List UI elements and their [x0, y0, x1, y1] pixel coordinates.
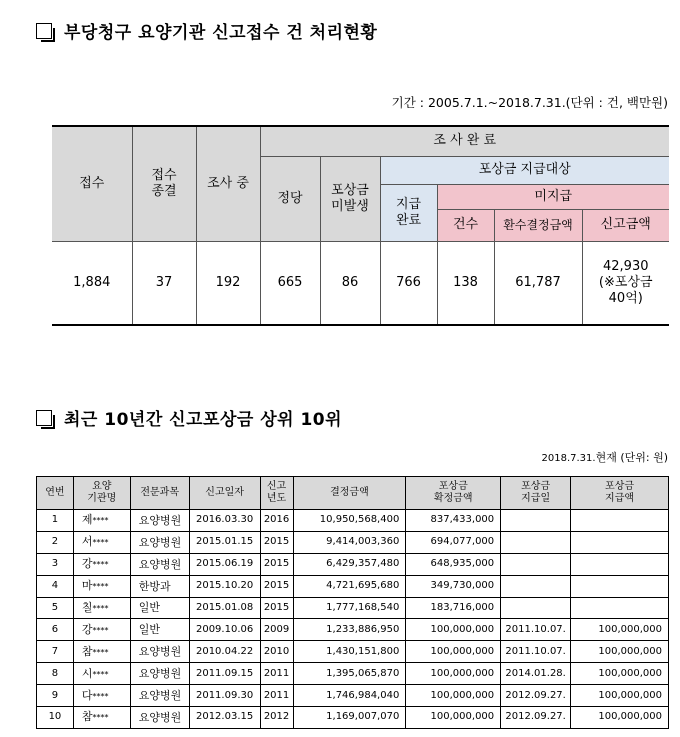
row-org — [73, 619, 130, 641]
row-no: 4 — [37, 575, 74, 597]
row-pay-amount — [571, 531, 669, 553]
row-org — [73, 663, 130, 685]
row-pay-amount: 100,000,000 — [571, 707, 669, 729]
row-year: 2015 — [260, 531, 293, 553]
row-no: 6 — [37, 619, 74, 641]
row-confirmed: 648,935,000 — [406, 553, 501, 575]
table-row — [37, 575, 669, 597]
header-reward-target: 포상금 지급대상 — [380, 157, 669, 185]
row-pay-date — [501, 510, 571, 532]
row-no: 1 — [37, 510, 74, 532]
row-dept: 요양병원 — [130, 641, 189, 663]
table-row — [37, 707, 669, 729]
row-dept: 일반 — [130, 597, 189, 619]
table-row — [37, 619, 669, 641]
row-decided: 6,429,357,480 — [293, 553, 406, 575]
row-dept: 요양병원 — [130, 707, 189, 729]
row-org — [73, 641, 130, 663]
col-org: 요양 기관명 — [73, 477, 130, 510]
row-org — [73, 531, 130, 553]
table-row — [37, 641, 669, 663]
row-pay-amount: 100,000,000 — [571, 663, 669, 685]
table-row — [37, 553, 669, 575]
row-pay-amount — [571, 553, 669, 575]
row-no: 3 — [37, 553, 74, 575]
row-pay-date: 2012.09.27. — [501, 685, 571, 707]
row-confirmed: 349,730,000 — [406, 575, 501, 597]
org-mask: **** — [92, 647, 109, 657]
row-decided: 10,950,568,400 — [293, 510, 406, 532]
org-initial: 강 — [81, 557, 93, 571]
org-mask: **** — [92, 582, 109, 592]
col-no: 연번 — [37, 477, 74, 510]
header-report-amount: 신고금액 — [582, 210, 669, 242]
checkbox-square-icon — [36, 23, 52, 39]
row-dept: 요양병원 — [130, 663, 189, 685]
row-no: 9 — [37, 685, 74, 707]
row-year: 2016 — [260, 510, 293, 532]
table-row — [37, 663, 669, 685]
org-mask: **** — [92, 604, 109, 613]
as-of-note: 2018.7.31.현재 (단위: 원) — [541, 451, 668, 464]
row-decided: 4,721,695,680 — [293, 575, 406, 597]
header-count: 건수 — [437, 210, 494, 242]
row-date: 2015.10.20 — [189, 575, 260, 597]
col-dept: 전문과목 — [130, 477, 189, 510]
org-mask: **** — [92, 713, 109, 723]
row-pay-date: 2011.10.07. — [501, 619, 571, 641]
row-year: 2015 — [260, 597, 293, 619]
header-paid: 지급 완료 — [380, 185, 437, 242]
row-pay-date: 2014.01.28. — [501, 663, 571, 685]
col-year: 신고 년도 — [260, 477, 293, 510]
row-year: 2015 — [260, 553, 293, 575]
row-confirmed: 100,000,000 — [406, 663, 501, 685]
header-refund-amount: 환수결정금액 — [494, 210, 582, 242]
org-initial: 시 — [81, 666, 93, 680]
row-year: 2012 — [260, 707, 293, 729]
section1-title — [36, 18, 377, 43]
row-dept: 요양병원 — [130, 685, 189, 707]
section1-title-text: 부당청구 요양기관 신고접수 건 처리현황 — [64, 23, 378, 43]
value-paid: 766 — [380, 242, 437, 326]
row-confirmed: 183,716,000 — [406, 597, 501, 619]
row-year: 2010 — [260, 641, 293, 663]
section2-title-text: 최근 10년간 신고포상금 상위 10위 — [64, 410, 343, 430]
summary-table — [52, 125, 669, 326]
row-date: 2012.03.15 — [189, 707, 260, 729]
org-mask: **** — [92, 625, 109, 635]
col-pay-amount: 포상금 지급액 — [571, 477, 669, 510]
row-date: 2016.03.30 — [189, 510, 260, 532]
row-pay-date — [501, 575, 571, 597]
value-count: 138 — [437, 242, 494, 326]
header-investigating: 조사 중 — [196, 126, 260, 242]
row-decided: 1,777,168,540 — [293, 597, 406, 619]
row-org — [73, 685, 130, 707]
row-decided: 1,169,007,070 — [293, 707, 406, 729]
org-mask: **** — [92, 560, 109, 570]
row-org — [73, 510, 130, 532]
row-org — [73, 597, 130, 619]
row-confirmed: 694,077,000 — [406, 531, 501, 553]
row-dept: 일반 — [130, 619, 189, 641]
row-date: 2009.10.06 — [189, 619, 260, 641]
checkbox-square-icon — [36, 410, 52, 426]
header-received: 접수 — [52, 126, 132, 242]
org-mask: **** — [92, 516, 109, 526]
org-initial: 마 — [81, 579, 93, 593]
row-year: 2011 — [260, 663, 293, 685]
header-unpaid: 미지급 — [437, 185, 669, 210]
row-dept: 요양병원 — [130, 510, 189, 532]
row-year: 2015 — [260, 575, 293, 597]
org-initial: 제 — [81, 513, 93, 527]
row-confirmed: 100,000,000 — [406, 619, 501, 641]
row-decided: 1,233,886,950 — [293, 619, 406, 641]
header-justified: 정당 — [260, 157, 320, 242]
section2-title — [36, 405, 342, 430]
row-pay-amount: 100,000,000 — [571, 685, 669, 707]
row-decided: 1,430,151,800 — [293, 641, 406, 663]
value-report-amount: 42,930 (※포상금 40억) — [582, 242, 669, 326]
row-pay-date: 2011.10.07. — [501, 641, 571, 663]
row-year: 2011 — [260, 685, 293, 707]
row-decided: 1,395,065,870 — [293, 663, 406, 685]
col-reward-confirmed: 포상금 확정금액 — [406, 477, 501, 510]
table-row — [37, 510, 669, 532]
row-no: 2 — [37, 531, 74, 553]
row-confirmed: 100,000,000 — [406, 685, 501, 707]
table-row — [37, 685, 669, 707]
period-note: 기간 : 2005.7.1.~2018.7.31.(단위 : 건, 백만원) — [391, 95, 668, 110]
row-year: 2009 — [260, 619, 293, 641]
row-dept: 요양병원 — [130, 553, 189, 575]
org-mask: **** — [92, 669, 109, 679]
row-pay-date — [501, 531, 571, 553]
table-row — [37, 531, 669, 553]
row-decided: 9,414,003,360 — [293, 531, 406, 553]
col-pay-date: 포상금 지급일 — [501, 477, 571, 510]
row-date: 2011.09.30 — [189, 685, 260, 707]
row-confirmed: 837,433,000 — [406, 510, 501, 532]
row-confirmed: 100,000,000 — [406, 707, 501, 729]
value-investigating: 192 — [196, 242, 260, 326]
row-dept: 한방과 — [130, 575, 189, 597]
org-mask: **** — [92, 691, 109, 701]
row-no: 5 — [37, 597, 74, 619]
row-pay-amount: 100,000,000 — [571, 641, 669, 663]
value-received: 1,884 — [52, 242, 132, 326]
row-pay-amount — [571, 597, 669, 619]
col-decided: 결정금액 — [293, 477, 406, 510]
org-initial: 참 — [81, 644, 93, 658]
org-initial: 서 — [81, 535, 93, 549]
row-pay-amount: 100,000,000 — [571, 619, 669, 641]
row-pay-amount — [571, 575, 669, 597]
value-justified: 665 — [260, 242, 320, 326]
value-no-reward: 86 — [320, 242, 380, 326]
row-date: 2011.09.15 — [189, 663, 260, 685]
row-no: 10 — [37, 707, 74, 729]
row-pay-date — [501, 597, 571, 619]
value-refund-amount: 61,787 — [494, 242, 582, 326]
row-confirmed: 100,000,000 — [406, 641, 501, 663]
header-closed: 접수 종결 — [132, 126, 196, 242]
col-report-date: 신고일자 — [189, 477, 260, 510]
row-decided: 1,746,984,040 — [293, 685, 406, 707]
row-dept: 요양병원 — [130, 531, 189, 553]
row-pay-date: 2012.09.27. — [501, 707, 571, 729]
row-no: 8 — [37, 663, 74, 685]
row-pay-date — [501, 553, 571, 575]
row-org — [73, 575, 130, 597]
row-org — [73, 707, 130, 729]
org-initial: 칠 — [81, 601, 93, 614]
row-org — [73, 553, 130, 575]
row-date: 2010.04.22 — [189, 641, 260, 663]
org-initial: 참 — [81, 710, 93, 724]
header-no-reward: 포상금 미발생 — [320, 157, 380, 242]
row-date: 2015.01.15 — [189, 531, 260, 553]
org-initial: 강 — [81, 622, 93, 636]
top10-table — [36, 476, 669, 729]
table-row — [37, 597, 669, 619]
value-closed: 37 — [132, 242, 196, 326]
row-pay-amount — [571, 510, 669, 532]
org-mask: **** — [92, 538, 109, 548]
row-no: 7 — [37, 641, 74, 663]
row-date: 2015.06.19 — [189, 553, 260, 575]
org-initial: 다 — [81, 688, 93, 702]
header-completed: 조 사 완 료 — [260, 126, 669, 157]
row-date: 2015.01.08 — [189, 597, 260, 619]
